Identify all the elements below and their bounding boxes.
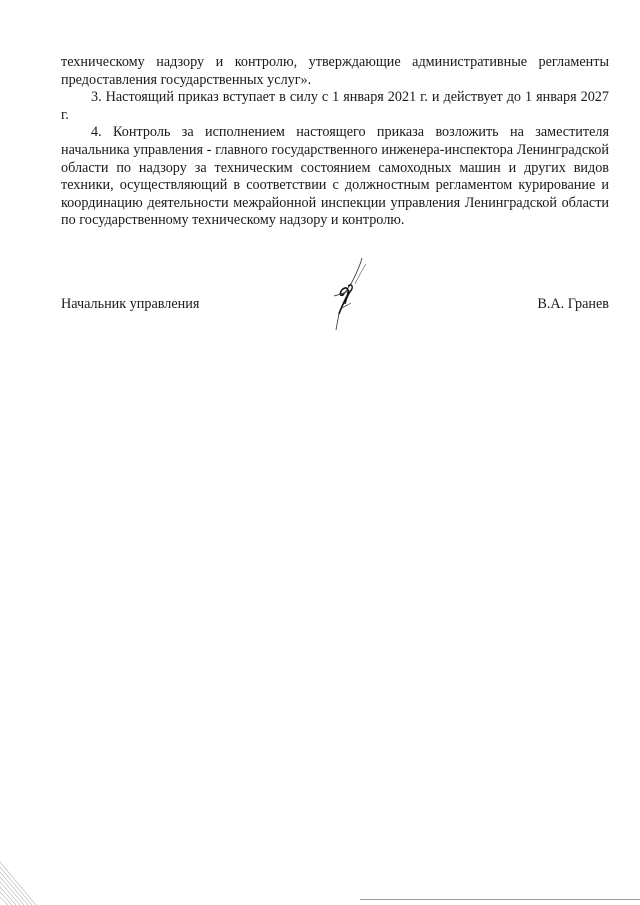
- handwritten-signature: [322, 256, 372, 334]
- scan-edge-line: [360, 899, 640, 900]
- paragraph-item-4: 4. Контроль за исполнением настоящего приказа возложить на заместителя начальника управления - главного государственного инженера-инспектора Ленинградской области по надзору за техническим состоянием самоходных машин и других видов техники, осуществляющий в соответствии с должностным регламентом курирование и координацию деятельности межрайонной инспекции управления Ленинградской области по государственному техническому надзору и контролю.: [61, 124, 609, 229]
- paragraph-item-3: 3. Настоящий приказ вступает в силу с 1 января 2021 г. и действует до 1 января 2027 г.: [61, 89, 609, 123]
- signer-title: Начальник управления: [61, 296, 200, 312]
- document-body: [61, 54, 609, 230]
- paragraph-continuation: техническому надзору и контролю, утверждающие административные регламенты предоставления государственных услуг».: [61, 54, 609, 88]
- signer-name: В.А. Гранев: [537, 296, 609, 312]
- scan-artifact-corner: [0, 858, 40, 905]
